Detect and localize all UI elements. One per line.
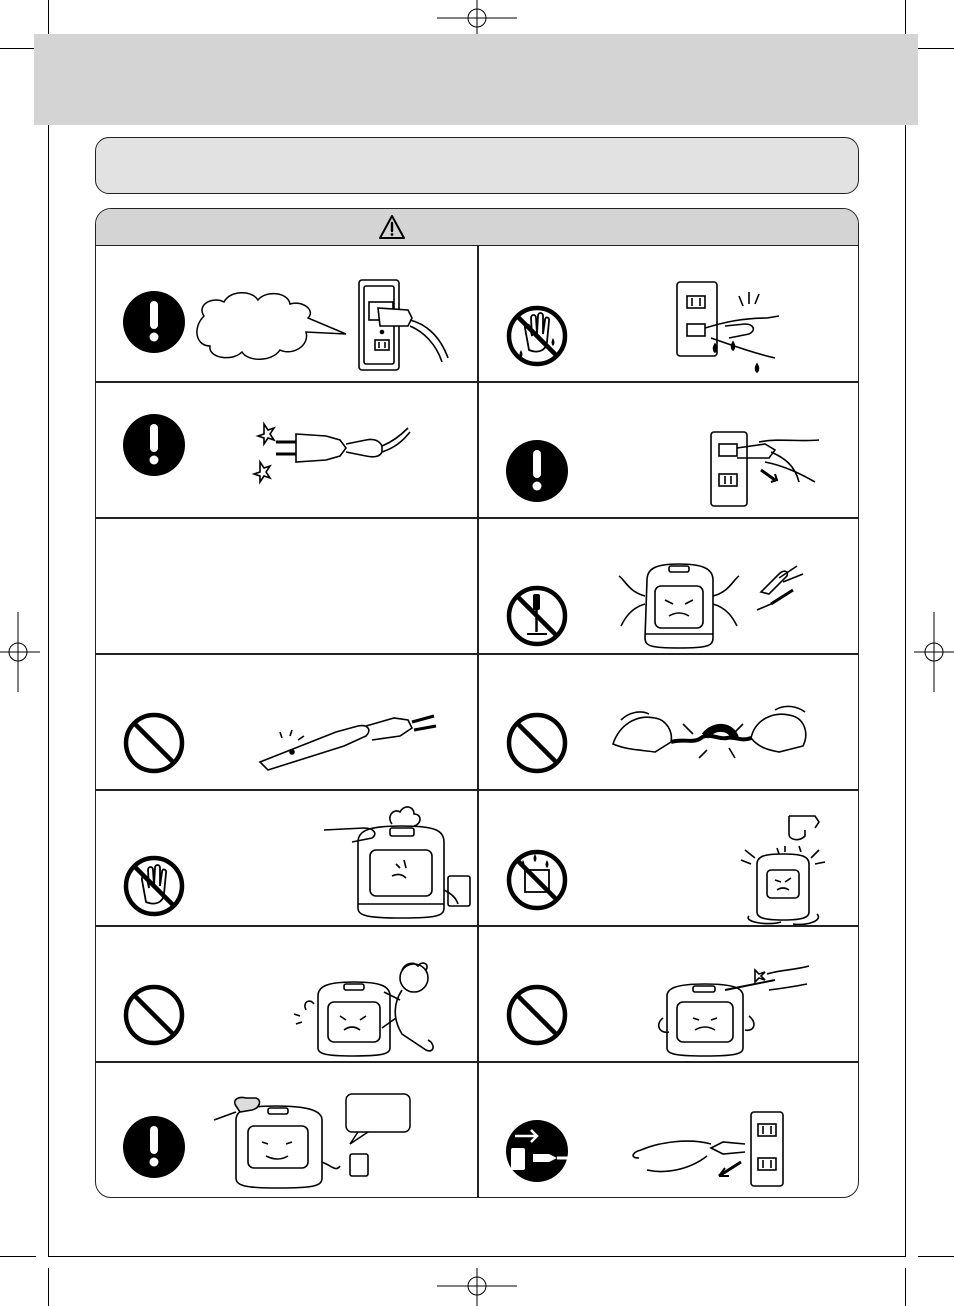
wall-outlet-with-plug [359,280,448,370]
prohibition-icon [126,715,182,771]
speech-cloud [197,293,346,360]
cell-blank [96,518,477,653]
warning-table [95,208,859,1198]
crop-mark [0,48,36,49]
page-edge-line [905,125,906,1256]
hand-pulling-plug [711,432,819,506]
cell-wet-hands [479,246,859,381]
page-edge-line [48,1256,906,1257]
prohibition-icon [509,987,565,1043]
mandatory-exclamation-icon [506,440,568,502]
pin-in-vent [659,966,809,1056]
prohibition-icon [509,715,565,771]
hand-over-steam-vent [324,807,470,918]
crop-mark [918,48,954,49]
cell-no-pins [479,926,859,1061]
prohibition-icon [126,987,182,1043]
warning-header [96,209,858,246]
cell-no-twist-cord [479,654,859,789]
hands-twisting-cord [613,706,806,758]
cooker-under-faucet [741,816,825,924]
no-wet-hands-icon [509,308,565,364]
unplug-icon [506,1120,569,1182]
crop-mark [0,1256,36,1257]
cell-clean-plug [96,382,477,517]
registration-mark-top [437,0,517,36]
note-box [95,137,859,194]
hand-removing-plug [633,1112,783,1186]
registration-mark-bottom [437,1268,517,1306]
crop-mark [48,0,49,36]
section-header-band [34,34,918,125]
cell-unplug-before-cleaning [96,1062,477,1197]
crop-mark [918,1256,954,1257]
registration-mark-right [914,612,954,692]
crop-mark [905,0,906,36]
child-with-cooker [294,963,433,1056]
cell-keep-from-children [96,926,477,1061]
angry-cooker-with-tools [619,564,803,648]
mandatory-exclamation-icon [123,291,185,353]
dusty-plug [254,424,410,482]
damaged-cord-plug [260,716,436,770]
cell-damaged-cord [96,654,477,789]
wiping-cooker [214,1097,368,1188]
cell-pull-plug-grip [479,382,859,517]
page-edge-line [48,125,49,1256]
cell-no-touch-steam [96,790,477,925]
mandatory-exclamation-icon [123,1116,185,1178]
speech-box [346,1094,410,1144]
no-touch-icon [126,858,182,914]
registration-mark-left [0,612,40,692]
crop-mark [48,1268,49,1306]
cell-unplug-when-unused [479,1062,859,1197]
no-water-icon [509,852,565,908]
caution-triangle-icon [378,213,406,241]
mandatory-exclamation-icon [123,414,185,476]
cell-power-plug-outlet [96,246,477,381]
cell-no-water [479,790,859,925]
wet-hand-touching-plug [677,282,779,372]
no-disassembly-icon [509,588,565,644]
cell-no-disassembly [479,518,859,653]
crop-mark [905,1268,906,1306]
